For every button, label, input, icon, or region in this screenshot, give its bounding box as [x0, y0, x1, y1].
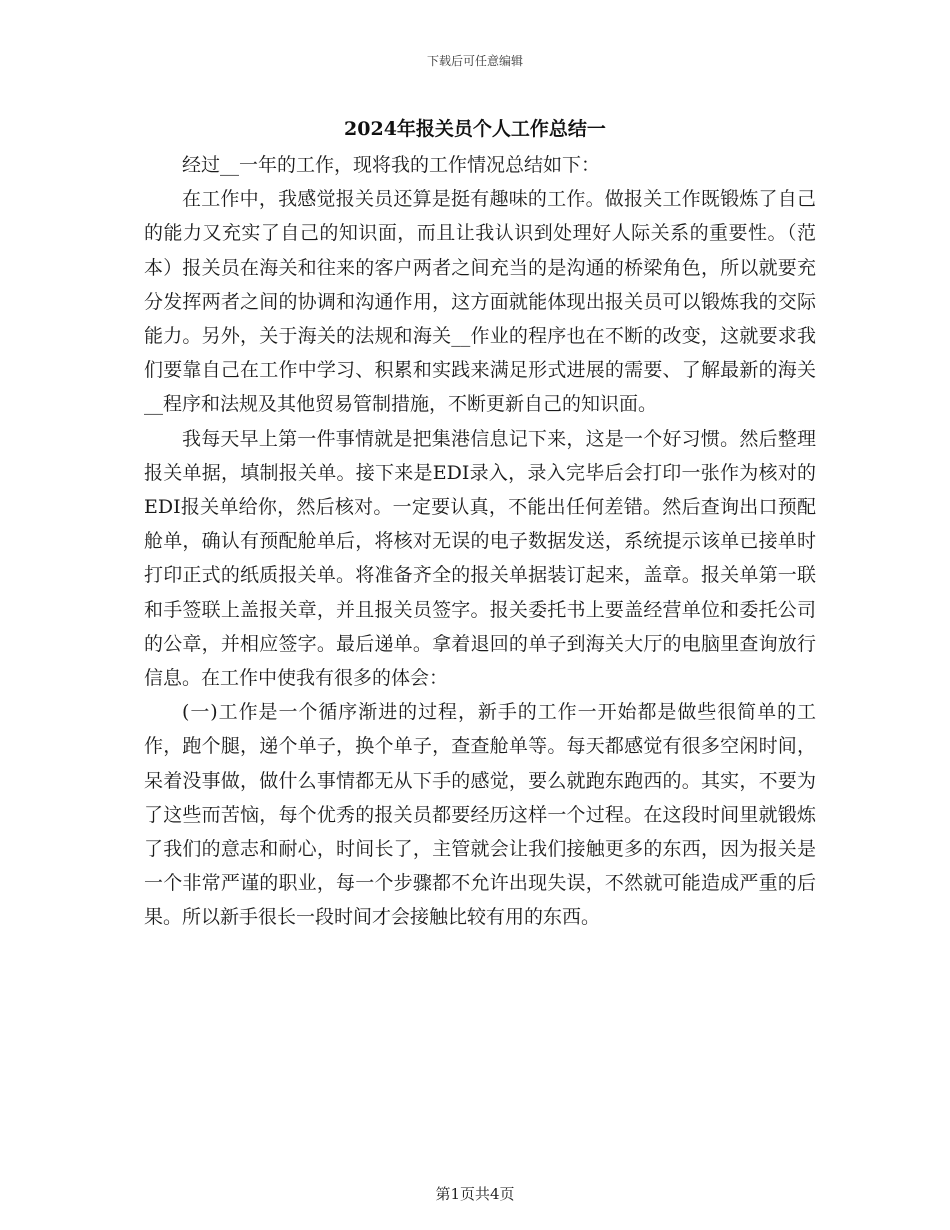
document-body: [144, 148, 816, 935]
paragraph-work-feeling: 在工作中，我感觉报关员还算是挺有趣味的工作。做报关工作既锻炼了自己的能力又充实了自己的知识面，而且让我认识到处理好人际关系的重要性。（范本）报关员在海关和往来的客户两者之间充当的是沟通的桥梁角色，所以就要充分发挥两者之间的协调和沟通作用，这方面就能体现出报关员可以锻炼我的交际能力。另外，关于海关的法规和海关__作业的程序也在不断的改变，这就要求我们要靠自己在工作中学习、积累和实践来满足形式进展的需要、了解最新的海关__程序和法规及其他贸易管制措施，不断更新自己的知识面。: [144, 188, 816, 416]
paragraph-experience-1: (一)工作是一个循序渐进的过程，新手的工作一开始都是做些很简单的工作，跑个腿，递个单子，换个单子，查查舱单等。每天都感觉有很多空闲时间，呆着没事做，做什么事情都无从下手的感觉，要么就跑东跑西的。其实，不要为了这些而苦恼，每个优秀的报关员都要经历这样一个过程。在这段时间里就锻炼了我们的意志和耐心，时间长了，主管就会让我们接触更多的东西，因为报关是一个非常严谨的职业，每一个步骤都不允许出现失误，不然就可能造成严重的后果。所以新手很长一段时间才会接触比较有用的东西。: [144, 701, 816, 929]
paragraph-daily-routine: 我每天早上第一件事情就是把集港信息记下来，这是一个好习惯。然后整理报关单据，填制报关单。接下来是EDI录入，录入完毕后会打印一张作为核对的EDI报关单给你，然后核对。一定要认真，不能出任何差错。然后查询出口预配舱单，确认有预配舱单后，将核对无误的电子数据发送，系统提示该单已接单时打印正式的纸质报关单。将准备齐全的报关单据装订起来，盖章。报关单第一联和手签联上盖报关章，并且报关员签字。报关委托书上要盖经营单位和委托公司的公章，并相应签字。最后递单。拿着退回的单子到海关大厅的电脑里查询放行信息。在工作中使我有很多的体会：: [144, 427, 816, 690]
header-note: 下载后可任意编辑: [426, 54, 523, 68]
document-title: 2024年报关员个人工作总结一: [344, 118, 606, 140]
page-number: 第1页共4页: [435, 1185, 515, 1203]
paragraph-intro: 经过__一年的工作，现将我的工作情况总结如下：: [182, 154, 601, 176]
